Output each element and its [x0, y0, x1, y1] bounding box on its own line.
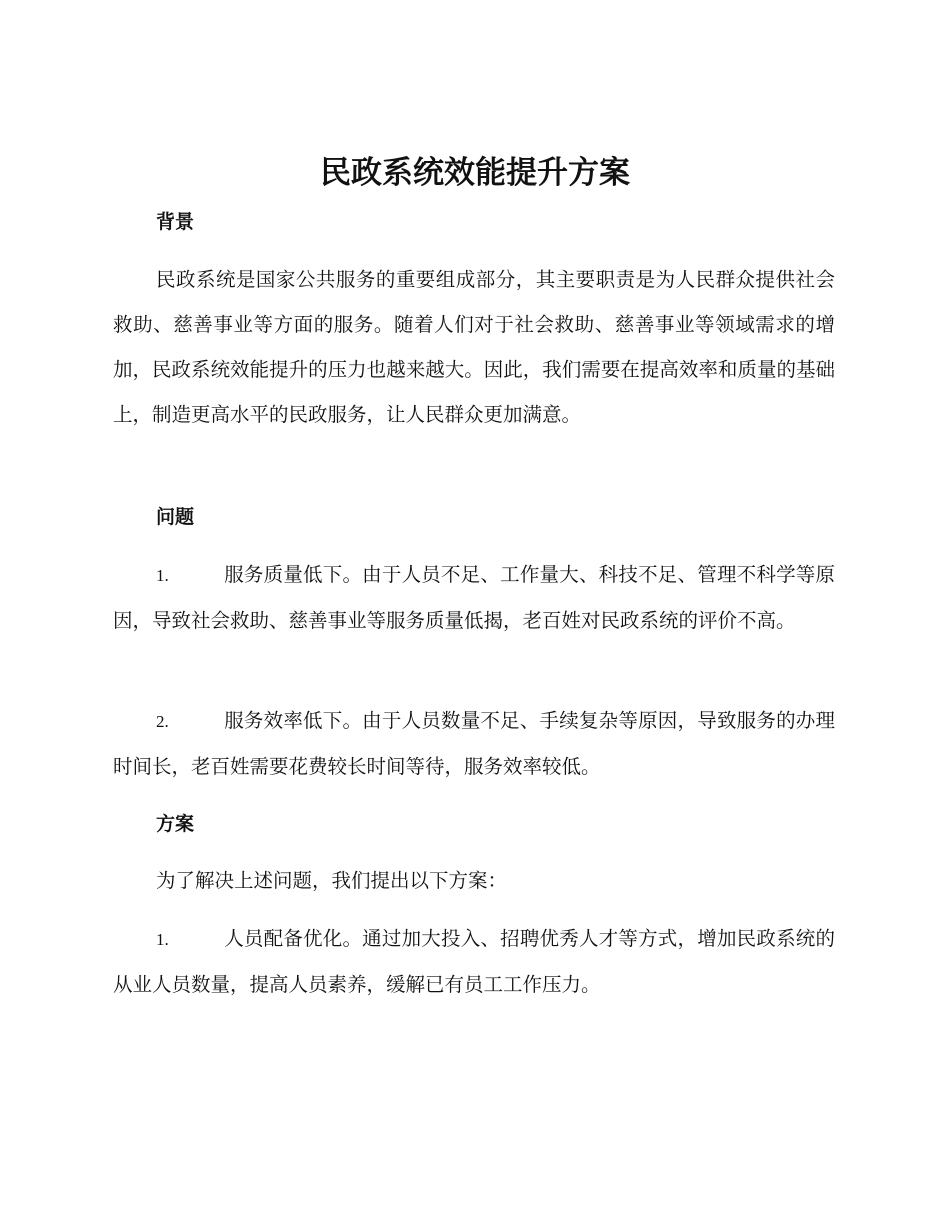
plan-item-1-number: 1. — [156, 930, 169, 949]
plan-intro: 为了解决上述问题，我们提出以下方案： — [156, 869, 508, 892]
section-heading-problems: 问题 — [156, 506, 195, 528]
section-heading-background: 背景 — [156, 211, 195, 233]
background-paragraph: 民政系统是国家公共服务的重要组成部分，其主要职责是为人民群众提供社会救助、慈善事业等方面的服务。随着人们对于社会救助、慈善事业等领域需求的增加，民政系统效能提升的压力也越来越大。因此，我们需要在提高效率和质量的基础上，制造更高水平的民政服务，让人民群众更加满意。 — [113, 268, 835, 426]
problem-item-1-text: 服务质量低下。由于人员不足、工作量大、科技不足、管理不科学等原因，导致社会救助、慈善事业等服务质量低揭，老百姓对民政系统的评价不高。 — [113, 563, 835, 632]
problem-item-1 — [113, 552, 835, 643]
document-title: 民政系统效能提升方案 — [320, 155, 630, 191]
problem-item-1-number: 1. — [156, 566, 169, 585]
plan-item-1 — [113, 916, 835, 1007]
problem-item-2-text: 服务效率低下。由于人员数量不足、手续复杂等原因，导致服务的办理时间长，老百姓需要花费较长时间等待，服务效率较低。 — [113, 709, 835, 778]
section-heading-plan: 方案 — [156, 813, 195, 835]
problem-item-2-number: 2. — [156, 712, 169, 731]
problem-item-2 — [113, 698, 835, 789]
plan-item-1-text: 人员配备优化。通过加大投入、招聘优秀人才等方式，增加民政系统的从业人员数量，提高人员素养，缓解已有员工工作压力。 — [113, 927, 835, 996]
